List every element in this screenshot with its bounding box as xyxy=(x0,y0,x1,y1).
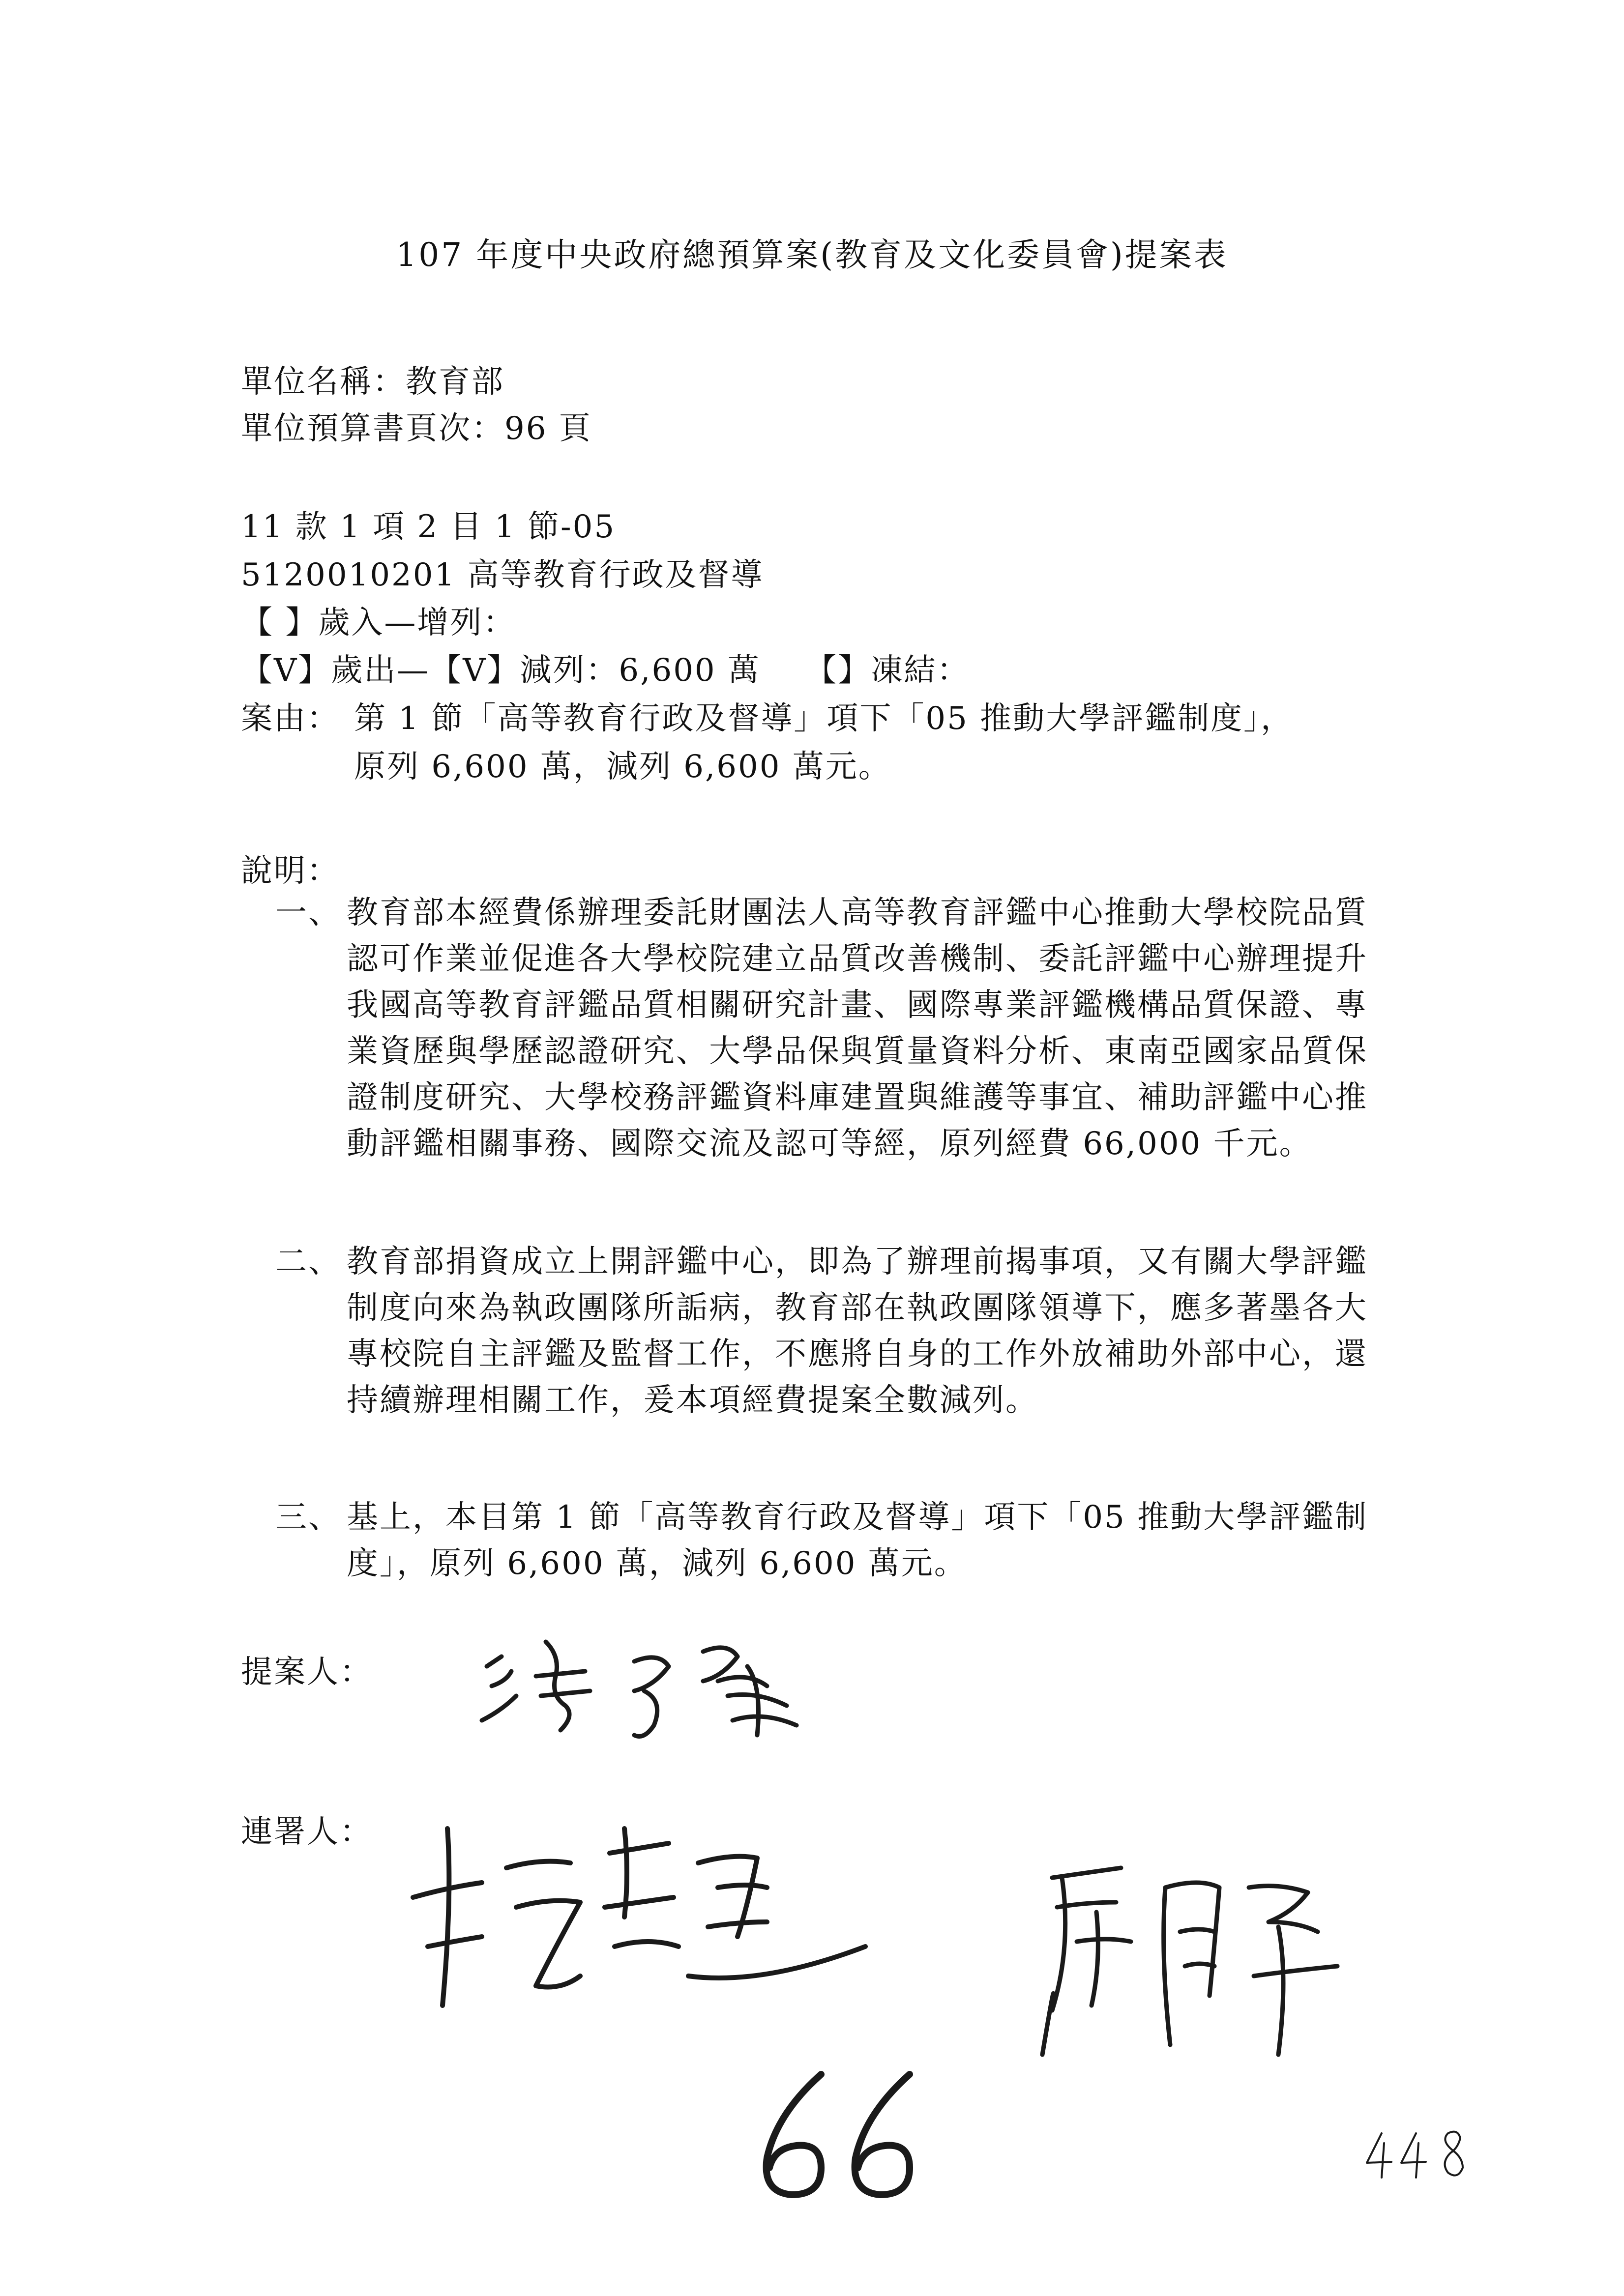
page-number-mark xyxy=(1362,2123,1475,2187)
unit-name: 單位名稱：教育部 xyxy=(241,364,504,400)
explanation-number: 三、 xyxy=(275,1499,341,1536)
explanation-label: 說明： xyxy=(241,853,340,889)
item-code: 11 款 1 項 2 目 1 節-05 xyxy=(241,509,616,545)
document-title: 107 年度中央政府總預算案(教育及文化委員會)提案表 xyxy=(396,236,1228,274)
unit-budget-page: 單位預算書頁次：96 頁 xyxy=(241,410,592,447)
cosigner-signature-2 xyxy=(1023,1848,1406,2084)
proposer-label: 提案人： xyxy=(241,1654,373,1690)
cosigner-signature-1 xyxy=(393,1799,885,2025)
explanation-number: 一、 xyxy=(275,895,341,931)
proposer-signature xyxy=(472,1622,826,1750)
revenue-line: 【 】歲入—增列： xyxy=(241,605,516,641)
case-line-2: 原列 6,600 萬，減列 6,600 萬元。 xyxy=(354,749,891,785)
explanation-text: 教育部本經費係辦理委託財團法人高等教育評鑑中心推動大學校院品質認可作業並促進各大學校院建立品質改善機制、委託評鑑中心辦理提升我國高等教育評鑑品質相關研究計畫、國際專業評鑑機構品質保證、專業資歷與學歷認證研究、大學品保與質量資料分析、東南亞國家品質保證制度研究、大學校務評鑑資料庫建置與維護等事宜、補助評鑑中心推動評鑑相關事務、國際交流及認可等經，原列經費 66,000 千元。 xyxy=(347,895,1368,1162)
case-line-1: 第 1 節「高等教育行政及督導」項下「05 推動大學評鑑制度」， xyxy=(354,700,1294,737)
expenditure-line: 【V】歲出—【V】減列：6,600 萬 【】凍結： xyxy=(241,652,970,689)
cosigner-label: 連署人： xyxy=(241,1814,373,1850)
item-name: 5120010201 高等教育行政及督導 xyxy=(241,557,764,593)
case-label: 案由： xyxy=(241,700,340,737)
explanation-item-1 xyxy=(275,890,1387,1167)
handwritten-number xyxy=(747,2064,954,2212)
explanation-item-2 xyxy=(275,1239,1387,1424)
explanation-item-3 xyxy=(275,1494,1387,1587)
explanation-text: 教育部捐資成立上開評鑑中心，即為了辦理前揭事項，又有關大學評鑑制度向來為執政團隊所詬病，教育部在執政團隊領導下，應多著墨各大專校院自主評鑑及監督工作，不應將自身的工作外放補助外部中心，還持續辦理相關工作，爰本項經費提案全數減列。 xyxy=(347,1244,1368,1419)
explanation-text: 基上，本目第 1 節「高等教育行政及督導」項下「05 推動大學評鑑制度」，原列 6,600 萬，減列 6,600 萬元。 xyxy=(347,1499,1368,1582)
explanation-number: 二、 xyxy=(275,1244,341,1280)
